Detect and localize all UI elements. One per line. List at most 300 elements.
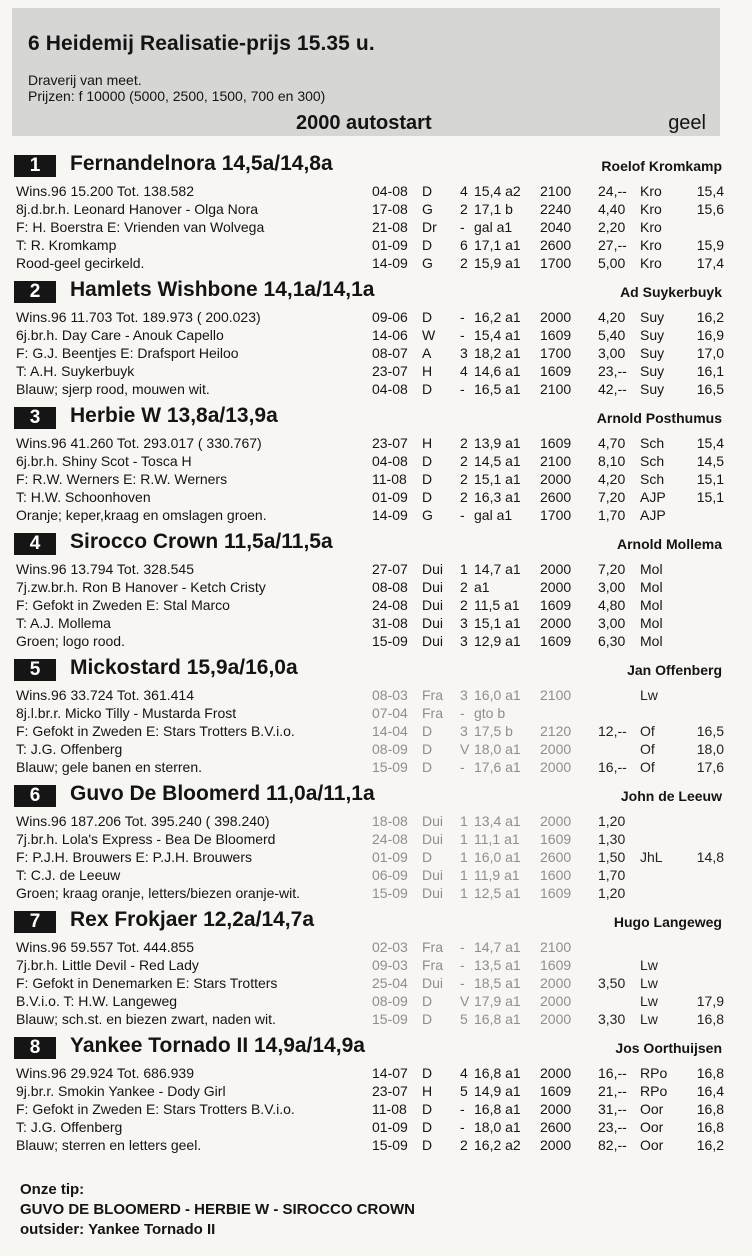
race-history-row	[372, 182, 726, 200]
race-history-row	[372, 614, 726, 632]
race-time: 16,8 a1	[474, 1011, 521, 1027]
race-date: 15-09	[372, 633, 408, 649]
race-date: 02-03	[372, 939, 408, 955]
horse-info-line: Groen; kraag oranje, letters/biezen oranje-wit.	[16, 885, 301, 901]
horse-number-badge: 6	[14, 785, 56, 807]
race-fin: 16,9	[696, 327, 724, 343]
race-time: 15,1 a1	[474, 471, 521, 487]
race-prize: 1,20	[598, 813, 626, 829]
race-place: -	[460, 759, 465, 775]
horse-entry	[14, 908, 726, 1028]
horse-info-line: 7j.br.h. Lola's Express - Bea De Bloomerd	[16, 831, 276, 847]
race-date: 04-08	[372, 381, 408, 397]
race-history-row	[372, 560, 726, 578]
race-dist: 2000	[540, 1101, 572, 1117]
race-date: 31-08	[372, 615, 408, 631]
race-prize: 5,00	[598, 255, 626, 271]
horse-info-line: T: A.H. Suykerbuyk	[16, 363, 135, 379]
race-place: 1	[460, 867, 468, 883]
horse-info	[16, 1064, 376, 1154]
horse-info-line: Wins.96 13.794 Tot. 328.545	[16, 561, 194, 577]
race-time: 16,3 a1	[474, 489, 521, 505]
race-prize: 3,00	[598, 579, 626, 595]
horse-info-line: F: R.W. Werners E: R.W. Werners	[16, 471, 228, 487]
race-place: -	[460, 705, 465, 721]
race-history	[372, 812, 726, 902]
race-date: 11-08	[372, 471, 407, 487]
race-prize: 42,--	[598, 381, 627, 397]
race-place: 2	[460, 201, 468, 217]
race-fin: 16,5	[696, 723, 724, 739]
race-place: 1	[460, 885, 468, 901]
race-prize: 82,--	[598, 1137, 627, 1153]
horse-info	[16, 812, 376, 902]
race-history-row	[372, 1100, 726, 1118]
race-history-row	[372, 434, 726, 452]
race-track: H	[422, 363, 433, 379]
race-driver: Mol	[640, 597, 663, 613]
race-track: Dui	[422, 633, 444, 649]
race-history-row	[372, 380, 726, 398]
race-driver: Kro	[640, 255, 662, 271]
race-prize: 23,--	[598, 1119, 627, 1135]
horse-info-line: T: A.J. Mollema	[16, 615, 111, 631]
race-history-row	[372, 704, 726, 722]
race-driver: Sch	[640, 471, 665, 487]
race-prize: 5,40	[598, 327, 626, 343]
race-dist: 1609	[540, 1083, 572, 1099]
race-time: 15,1 a1	[474, 615, 521, 631]
horse-info-line: F: P.J.H. Brouwers E: P.J.H. Brouwers	[16, 849, 253, 865]
race-time: 16,8 a1	[474, 1101, 521, 1117]
race-dist: 2120	[540, 723, 572, 739]
race-history	[372, 560, 726, 650]
race-prize: 2,20	[598, 219, 626, 235]
race-fin: 15,6	[696, 201, 724, 217]
race-dist: 2600	[540, 237, 572, 253]
race-dist: 2000	[540, 759, 572, 775]
race-track: D	[422, 759, 433, 775]
race-time: 14,5 a1	[474, 453, 521, 469]
race-place: 1	[460, 849, 468, 865]
race-fin: 17,9	[696, 993, 724, 1009]
race-track: D	[422, 183, 433, 199]
horse-number-badge: 7	[14, 911, 56, 933]
race-prize: 3,00	[598, 345, 626, 361]
race-dist: 1700	[540, 507, 572, 523]
race-history-row	[372, 884, 726, 902]
horse-info-line: F: Gefokt in Zweden E: Stars Trotters B.V.i.o.	[16, 1101, 295, 1117]
race-prize: 27,--	[598, 237, 627, 253]
race-dist: 2040	[540, 219, 572, 235]
race-place: 2	[460, 489, 468, 505]
race-history	[372, 182, 726, 272]
race-time: 17,9 a1	[474, 993, 521, 1009]
race-dist: 1700	[540, 345, 572, 361]
race-fin: 17,4	[696, 255, 724, 271]
race-dist: 1609	[540, 597, 572, 613]
race-date: 23-07	[372, 435, 408, 451]
race-driver: Suy	[640, 345, 665, 361]
race-track: Fra	[422, 957, 443, 973]
race-track: Dui	[422, 615, 444, 631]
race-driver: Mol	[640, 633, 663, 649]
race-time: 16,5 a1	[474, 381, 521, 397]
horse-number-badge: 2	[14, 281, 56, 303]
race-fin: 15,1	[696, 471, 724, 487]
race-fin: 15,9	[696, 237, 724, 253]
horse-info	[16, 182, 376, 272]
race-date: 01-09	[372, 489, 408, 505]
race-fin: 18,0	[696, 741, 724, 757]
race-date: 09-06	[372, 309, 408, 325]
race-track: D	[422, 309, 433, 325]
race-history-row	[372, 830, 726, 848]
race-time: 11,5 a1	[474, 597, 520, 613]
race-prize: 16,--	[598, 759, 627, 775]
race-prize: 7,20	[598, 561, 626, 577]
race-place: 2	[460, 255, 468, 271]
race-track: D	[422, 723, 433, 739]
horse-entry	[14, 278, 726, 398]
horse-info-line: 8j.d.br.h. Leonard Hanover - Olga Nora	[16, 201, 259, 217]
race-date: 04-08	[372, 183, 408, 199]
race-prize: 31,--	[598, 1101, 627, 1117]
horse-number-badge: 4	[14, 533, 56, 555]
race-time: 13,9 a1	[474, 435, 521, 451]
race-place: -	[460, 975, 465, 991]
race-driver: Suy	[640, 381, 665, 397]
race-time: 17,6 a1	[474, 759, 521, 775]
race-time: gto b	[474, 705, 506, 721]
horse-info-line: Blauw; sch.st. en biezen zwart, naden wit.	[16, 1011, 276, 1027]
race-place: 2	[460, 471, 468, 487]
race-fin: 16,8	[696, 1101, 724, 1117]
race-place: 1	[460, 813, 468, 829]
race-driver: Oor	[640, 1101, 664, 1117]
race-place: 3	[460, 345, 468, 361]
horse-number-badge: 1	[14, 155, 56, 177]
horse-name: Hamlets Wishbone 14,1a/14,1a	[70, 278, 375, 301]
race-fin: 15,4	[696, 183, 724, 199]
horse-entry	[14, 1034, 726, 1154]
race-prizes: Prijzen: f 10000 (5000, 2500, 1500, 700 en 300)	[28, 88, 326, 104]
horse-info-line: F: G.J. Beentjes E: Drafsport Heiloo	[16, 345, 239, 361]
race-prize: 4,40	[598, 201, 626, 217]
race-time: 16,2 a2	[474, 1137, 521, 1153]
race-history-row	[372, 758, 726, 776]
race-driver: RPo	[640, 1083, 668, 1099]
race-date: 08-07	[372, 345, 408, 361]
race-dist: 1609	[540, 885, 572, 901]
race-driver: Of	[640, 759, 655, 775]
race-prize: 16,--	[598, 1065, 627, 1081]
race-history-row	[372, 578, 726, 596]
race-track: Dui	[422, 579, 444, 595]
race-driver: Lw	[640, 687, 658, 703]
race-prize: 3,00	[598, 615, 626, 631]
race-time: 16,2 a1	[474, 309, 521, 325]
race-driver: RPo	[640, 1065, 668, 1081]
race-place: 2	[460, 579, 468, 595]
race-history-row	[372, 326, 726, 344]
race-date: 08-09	[372, 741, 408, 757]
race-driver: Kro	[640, 237, 662, 253]
race-history-row	[372, 1136, 726, 1154]
race-history	[372, 434, 726, 524]
race-place: -	[460, 1101, 465, 1117]
race-time: 17,1 b	[474, 201, 513, 217]
race-place: -	[460, 957, 465, 973]
race-history-row	[372, 992, 726, 1010]
race-fin: 17,6	[696, 759, 724, 775]
horse-driver-name: John de Leeuw	[620, 788, 722, 804]
horse-driver-name: Arnold Posthumus	[596, 410, 722, 426]
race-track: D	[422, 993, 433, 1009]
race-history-row	[372, 1064, 726, 1082]
horse-info-line: F: H. Boerstra E: Vrienden van Wolvega	[16, 219, 265, 235]
race-time: 18,5 a1	[474, 975, 521, 991]
horse-info-line: F: Gefokt in Denemarken E: Stars Trotters	[16, 975, 278, 991]
race-place: 5	[460, 1083, 468, 1099]
race-fin: 14,8	[696, 849, 724, 865]
race-history-row	[372, 596, 726, 614]
horse-name: Fernandelnora 14,5a/14,8a	[70, 152, 333, 175]
horse-info-line: T: J.G. Offenberg	[16, 1119, 123, 1135]
race-dist: 2000	[540, 1137, 572, 1153]
race-track: D	[422, 1101, 433, 1117]
race-history-row	[372, 956, 726, 974]
race-time: gal a1	[474, 507, 513, 523]
race-track: H	[422, 1083, 433, 1099]
horse-info-line: Blauw; sjerp rood, mouwen wit.	[16, 381, 210, 397]
race-driver: Mol	[640, 579, 663, 595]
race-fin: 16,5	[696, 381, 724, 397]
race-date: 15-09	[372, 759, 408, 775]
horse-entry	[14, 152, 726, 272]
race-date: 14-09	[372, 507, 408, 523]
race-dist: 2000	[540, 1065, 572, 1081]
race-history-row	[372, 488, 726, 506]
race-time: 15,4 a1	[474, 327, 521, 343]
race-driver: AJP	[640, 489, 666, 505]
race-history-row	[372, 470, 726, 488]
race-driver: Of	[640, 741, 655, 757]
race-dist: 2000	[540, 813, 572, 829]
race-time: 15,9 a1	[474, 255, 521, 271]
race-date: 14-07	[372, 1065, 408, 1081]
race-prize: 23,--	[598, 363, 627, 379]
horse-driver-name: Hugo Langeweg	[613, 914, 722, 930]
race-track: Dui	[422, 975, 444, 991]
race-time: 14,9 a1	[474, 1083, 521, 1099]
race-track: G	[422, 507, 433, 523]
race-fin: 16,1	[696, 363, 724, 379]
horse-name: Herbie W 13,8a/13,9a	[70, 404, 278, 427]
race-place: -	[460, 1119, 465, 1135]
race-place: 2	[460, 435, 468, 451]
race-time: 16,0 a1	[474, 849, 521, 865]
race-prize: 4,70	[598, 435, 626, 451]
race-driver: Kro	[640, 201, 662, 217]
race-time: 15,4 a2	[474, 183, 521, 199]
race-prize: 24,--	[598, 183, 627, 199]
race-time: 12,5 a1	[474, 885, 521, 901]
race-driver: Of	[640, 723, 655, 739]
horse-info-line: Wins.96 59.557 Tot. 444.855	[16, 939, 194, 955]
race-date: 11-08	[372, 1101, 407, 1117]
tip-picks: GUVO DE BLOOMERD - HERBIE W - SIROCCO CROWN	[20, 1201, 415, 1218]
race-header	[12, 8, 720, 136]
race-fin: 14,5	[696, 453, 724, 469]
race-driver: Mol	[640, 561, 663, 577]
horse-name: Rex Frokjaer 12,2a/14,7a	[70, 908, 315, 931]
race-driver: Mol	[640, 615, 663, 631]
race-fin: 16,2	[696, 1137, 724, 1153]
race-date: 27-07	[372, 561, 408, 577]
race-time: 11,1 a1	[474, 831, 520, 847]
race-history	[372, 308, 726, 398]
race-track: D	[422, 849, 433, 865]
race-prize: 6,30	[598, 633, 626, 649]
race-driver: Kro	[640, 219, 662, 235]
race-track: Dui	[422, 867, 444, 883]
race-history-row	[372, 308, 726, 326]
race-fin: 15,4	[696, 435, 724, 451]
horse-name: Mickostard 15,9a/16,0a	[70, 656, 298, 679]
race-track: D	[422, 381, 433, 397]
race-history-row	[372, 1010, 726, 1028]
race-time: gal a1	[474, 219, 513, 235]
race-dist: 1609	[540, 831, 572, 847]
race-place: 6	[460, 237, 468, 253]
race-dist: 2000	[540, 1011, 572, 1027]
horse-info	[16, 308, 376, 398]
race-track: Dui	[422, 885, 444, 901]
race-date: 08-08	[372, 579, 408, 595]
race-place: 2	[460, 1137, 468, 1153]
race-dist: 1609	[540, 435, 572, 451]
race-dist: 2100	[540, 939, 572, 955]
race-history-row	[372, 632, 726, 650]
horse-info-line: T: J.G. Offenberg	[16, 741, 123, 757]
race-date: 04-08	[372, 453, 408, 469]
race-driver: Lw	[640, 1011, 658, 1027]
race-prize: 1,70	[598, 867, 626, 883]
race-history-row	[372, 848, 726, 866]
race-time: 17,5 b	[474, 723, 513, 739]
race-dist: 2600	[540, 849, 572, 865]
race-fin: 16,8	[696, 1011, 724, 1027]
race-prize: 8,10	[598, 453, 626, 469]
horse-info-line: Oranje; keper,kraag en omslagen groen.	[16, 507, 267, 523]
horse-info	[16, 938, 376, 1028]
race-type: Draverij van meet.	[28, 72, 142, 88]
race-date: 14-06	[372, 327, 408, 343]
race-history-row	[372, 722, 726, 740]
race-date: 25-04	[372, 975, 408, 991]
race-driver: Lw	[640, 957, 658, 973]
race-date: 08-09	[372, 993, 408, 1009]
race-track: A	[422, 345, 432, 361]
race-distance: 2000 autostart	[296, 112, 432, 134]
horse-info-line: Wins.96 33.724 Tot. 361.414	[16, 687, 194, 703]
race-place: -	[460, 939, 465, 955]
race-date: 01-09	[372, 1119, 408, 1135]
race-prize: 1,30	[598, 831, 626, 847]
race-history-row	[372, 740, 726, 758]
race-driver: Suy	[640, 327, 665, 343]
race-place: V	[460, 741, 470, 757]
race-history-row	[372, 1118, 726, 1136]
horse-driver-name: Arnold Mollema	[616, 536, 722, 552]
race-track: D	[422, 1119, 433, 1135]
horse-info-line: Wins.96 41.260 Tot. 293.017 ( 330.767)	[16, 435, 262, 451]
race-track: D	[422, 489, 433, 505]
race-place: 3	[460, 723, 468, 739]
race-history-row	[372, 938, 726, 956]
race-driver: Lw	[640, 993, 658, 1009]
race-track: D	[422, 1065, 433, 1081]
horse-info-line: Wins.96 15.200 Tot. 138.582	[16, 183, 194, 199]
horse-info-line: Wins.96 11.703 Tot. 189.973 ( 200.023)	[16, 309, 261, 325]
race-date: 14-09	[372, 255, 408, 271]
tip-outsider: outsider: Yankee Tornado II	[20, 1221, 216, 1238]
race-prize: 7,20	[598, 489, 626, 505]
race-date: 21-08	[372, 219, 408, 235]
race-history-row	[372, 686, 726, 704]
race-date: 09-03	[372, 957, 408, 973]
race-dist: 1609	[540, 633, 572, 649]
race-time: 11,9 a1	[474, 867, 520, 883]
horse-entry	[14, 782, 726, 902]
race-track: Fra	[422, 687, 443, 703]
race-time: 18,0 a1	[474, 1119, 521, 1135]
race-history	[372, 938, 726, 1028]
race-driver: Oor	[640, 1119, 664, 1135]
horse-info	[16, 686, 376, 776]
race-history-row	[372, 236, 726, 254]
race-dist: 2000	[540, 741, 572, 757]
race-driver: Lw	[640, 975, 658, 991]
race-dist: 2000	[540, 975, 572, 991]
horse-driver-name: Jos Oorthuijsen	[615, 1040, 722, 1056]
horse-info-line: Groen; logo rood.	[16, 633, 125, 649]
race-time: 18,0 a1	[474, 741, 521, 757]
race-dist: 1609	[540, 363, 572, 379]
race-prize: 1,50	[598, 849, 626, 865]
race-history-row	[372, 254, 726, 272]
tip-section	[20, 1180, 415, 1240]
race-time: 18,2 a1	[474, 345, 521, 361]
race-place: -	[460, 309, 465, 325]
race-date: 07-04	[372, 705, 408, 721]
race-history-row	[372, 200, 726, 218]
race-prize: 4,20	[598, 309, 626, 325]
race-history-row	[372, 344, 726, 362]
race-track: Fra	[422, 705, 443, 721]
horse-number-badge: 8	[14, 1037, 56, 1059]
race-track: Fra	[422, 939, 443, 955]
race-driver: Suy	[640, 309, 665, 325]
race-dist: 2000	[540, 993, 572, 1009]
race-fin: 16,2	[696, 309, 724, 325]
race-place: 3	[460, 687, 468, 703]
race-place: -	[460, 327, 465, 343]
race-time: 16,8 a1	[474, 1065, 521, 1081]
race-track: D	[422, 453, 433, 469]
race-driver: Sch	[640, 453, 665, 469]
